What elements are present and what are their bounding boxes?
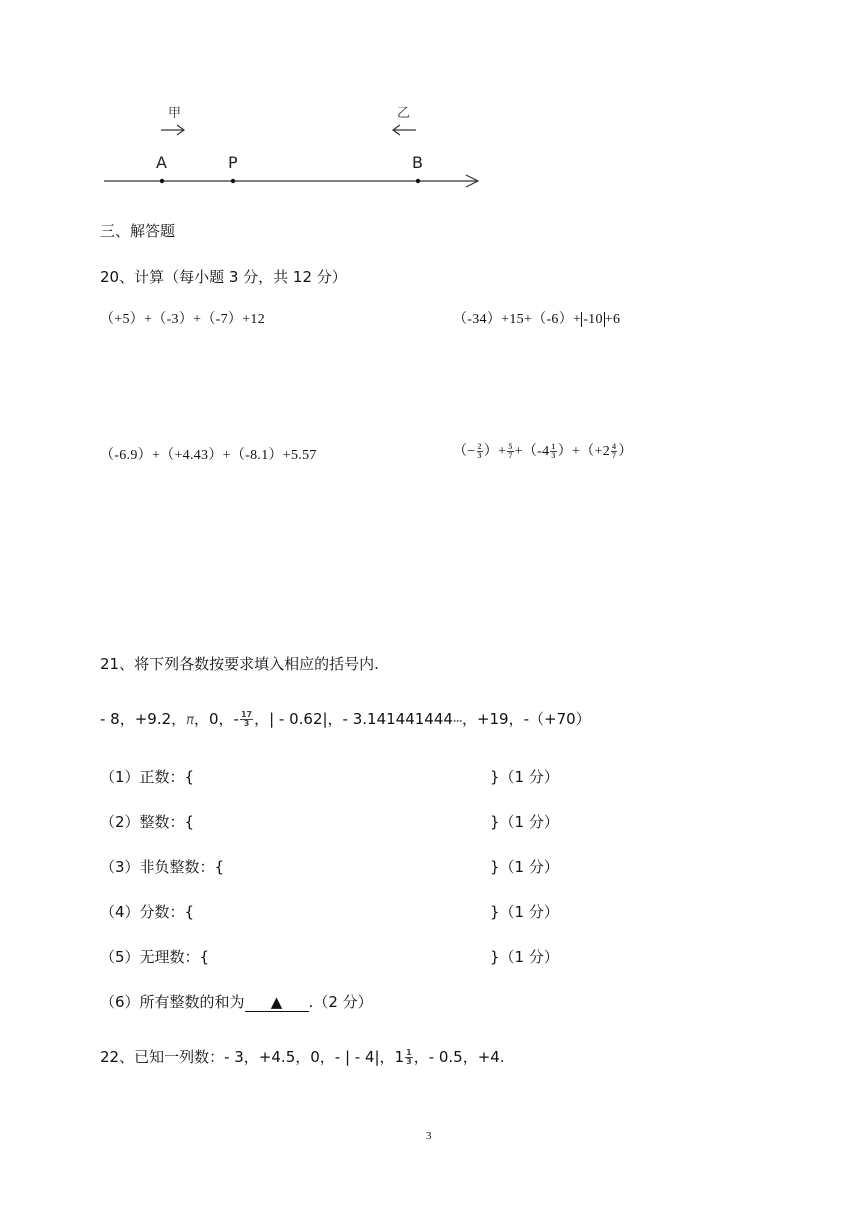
fraction-denominator: 3 [406,1057,412,1066]
q21-item-2-close: }（1 分） [490,813,559,831]
q21-list-part3: ，| - 0.62|，- 3.141441444 [254,710,453,728]
fraction-denominator: 7 [612,451,617,461]
fraction-denominator: 3 [477,451,482,461]
question-20-title: 20、计算（每小题 3 分，共 12 分） [100,268,347,286]
fraction-denominator: 3 [551,451,556,461]
ellipsis: ⋯ [452,717,462,727]
q20-expr4-p2: ）+ [483,444,507,459]
q20-expr4-p3: +（-4 [514,444,550,459]
q20-expression-4 [453,440,633,460]
q21-item-4-close: }（1 分） [490,903,559,921]
q21-item-5-label: （5）无理数：{ [100,948,210,966]
fraction-1-3 [550,443,556,460]
q21-item-5-close: }（1 分） [490,948,559,966]
q20-expr4-p1: （− [453,444,476,459]
q21-list-part4: ，+19，-（+70） [461,710,591,728]
q20-expr2-part1: （-34）+15+（-6）+ [453,312,582,327]
fraction-numerator: 4 [612,442,617,452]
label-point-p: P [228,153,238,172]
q21-item-2-label: （2）整数：{ [100,813,195,831]
fraction-numerator: 5 [508,442,513,452]
q21-list-part1: - 8，+9.2， [100,710,187,728]
fraction-numerator: 1 [406,1048,412,1057]
label-yi: 乙 [397,106,411,121]
jia-arrow-icon [161,125,184,135]
q21-list-part2: ，0，- [193,710,239,728]
q21-number-list [100,708,591,729]
fraction-4-7 [611,443,617,460]
point-a-dot [160,179,164,183]
fraction-numerator: 1 [551,442,556,452]
q20-expression-2 [453,308,620,328]
point-p-dot [231,179,235,183]
label-point-a: A [156,153,167,172]
point-b-dot [416,179,420,183]
q22-text-part2: ，- 0.5，+4. [413,1048,505,1066]
pi-symbol: π [186,713,194,728]
q21-item-6-tail: .（2 分） [308,993,373,1011]
fraction-numerator: 17 [240,710,253,719]
q20-expr2-part2: +6 [604,312,621,327]
q20-expr2-abs: -10 [583,312,603,327]
fraction-5-7 [507,443,513,460]
fraction-denominator: 3 [243,719,250,728]
yi-arrow-icon [393,125,416,135]
q21-item-3-label: （3）非负整数：{ [100,858,225,876]
fraction-denominator: 7 [508,451,513,461]
section-heading: 三、解答题 [100,222,176,240]
q21-item-6-label: （6）所有整数的和为 [100,993,245,1011]
q20-expr4-p4: ）+（+2 [557,444,610,459]
q20-expr4-p5: ） [618,444,633,459]
q22-text-part1: 22、已知一列数：- 3，+4.5，0，- | - 4|，1 [100,1048,405,1066]
number-line-figure [0,0,860,200]
fraction-1-3-mixed [405,1049,413,1066]
q21-item-6 [100,991,373,1012]
fraction-2-3 [477,443,483,460]
question-22 [100,1046,505,1067]
q20-expression-3: （-6.9）+（+4.43）+（-8.1）+5.57 [100,448,317,463]
q21-item-3-close: }（1 分） [490,858,559,876]
q21-item-1-label: （1）正数：{ [100,768,195,786]
fraction-17-3 [240,711,253,728]
answer-blank: ▲ [245,993,309,1012]
page-number: 3 [426,1130,432,1142]
q21-item-4-label: （4）分数：{ [100,903,195,921]
question-21-title: 21、将下列各数按要求填入相应的括号内. [100,655,379,673]
label-jia: 甲 [168,106,182,121]
q21-item-1-close: }（1 分） [490,768,559,786]
fraction-numerator: 2 [477,442,482,452]
label-point-b: B [412,153,423,172]
q20-expression-1: （+5）+（-3）+（-7）+12 [100,312,266,327]
